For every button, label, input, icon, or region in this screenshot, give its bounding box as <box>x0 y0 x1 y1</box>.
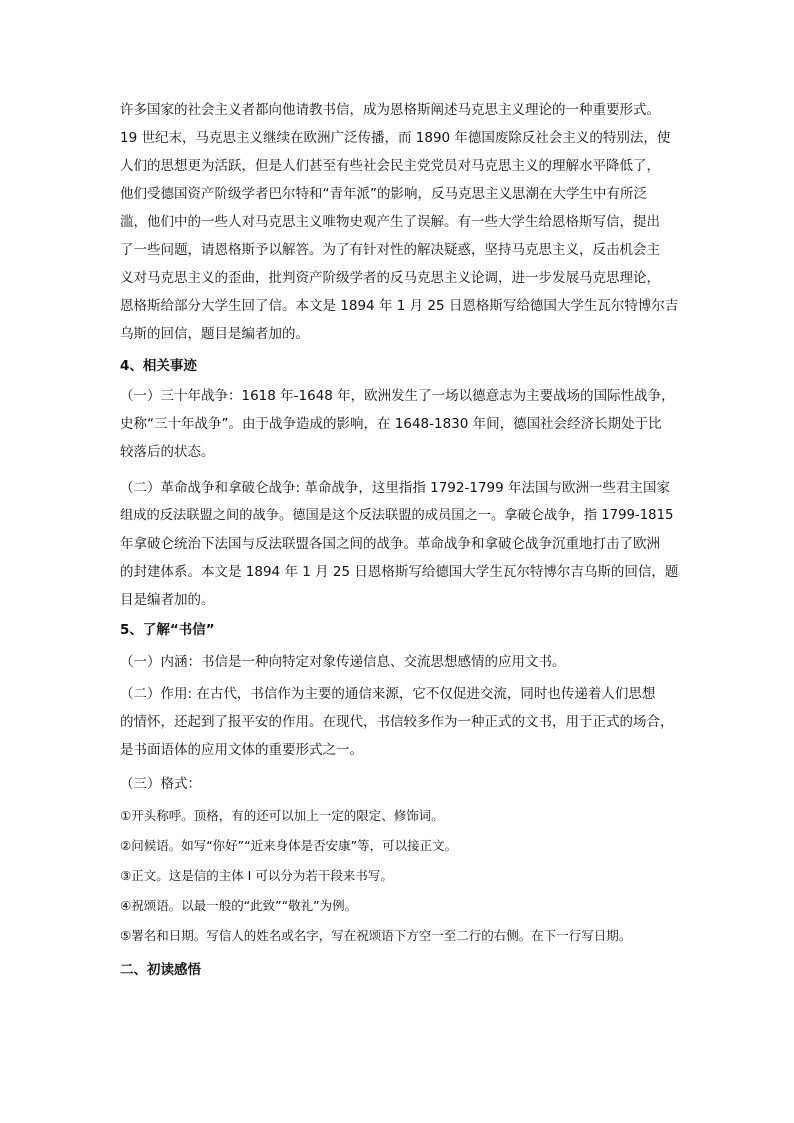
section-heading: 5、了解“书信” <box>120 622 215 638</box>
list-item: ②问候语。如写“你好”“近来身体是否安康”等，可以接正文。 <box>120 838 458 853</box>
text-line: （二）作用: 在古代，书信作为主要的通信来源，它不仅促进交流，同时也传递着人们思想 <box>120 686 656 702</box>
text-line: 了一些问题，请恩格斯予以解答。为了有针对性的解决疑惑，坚持马克思主义，反击机会主 <box>120 242 660 258</box>
text-line: 滥，他们中的一些人对马克思主义唯物史观产生了误解。有一些大学生给恩格斯写信，提出 <box>120 214 660 230</box>
text-line: 恩格斯给部分大学生回了信。本文是 1894 年 1 月 25 日恩格斯写给德国大学生瓦尔特博尔吉 <box>120 298 679 314</box>
text-line: 的封建体系。本文是 1894 年 1 月 25 日恩格斯写给德国大学生瓦尔特博尔吉乌斯的回信，题 <box>120 564 679 580</box>
section-heading: 4、相关事迹 <box>120 358 197 374</box>
text-line: （二）革命战争和拿破仑战争: 革命战争，这里指指 1792-1799 年法国与欧洲一些君主国家 <box>120 480 671 496</box>
text-line: 较落后的状态。 <box>120 444 215 460</box>
text-line: （一）内涵：书信是一种向特定对象传递信息、交流思想感情的应用文书。 <box>120 654 566 670</box>
list-item: ④祝颂语。以最一般的“此致”“敬礼”为例。 <box>120 898 358 913</box>
text-line: 他们受德国资产阶级学者巴尔特和“青年派”的影响，反马克思主义思潮在大学生中有所泛 <box>120 186 647 202</box>
text-line: 人们的思想更为活跃，但是人们甚至有些社会民主党党员对马克思主义的理解水平降低了， <box>120 158 660 174</box>
text-line: 乌斯的回信，题目是编者加的。 <box>120 326 309 342</box>
text-line: 史称“三十年战争”。由于战争造成的影响，在 1648-1830 年间，德国社会经济长期处于比 <box>120 416 662 432</box>
text-line: 义对马克思主义的歪曲，批判资产阶级学者的反马克思主义论调，进一步发展马克思理论， <box>120 270 660 286</box>
text-line: （一）三十年战争：1618 年-1648 年，欧洲发生了一场以德意志为主要战场的国际性战争， <box>120 388 675 404</box>
list-item: ①开头称呼。顶格，有的还可以加上一定的限定、修饰词。 <box>120 808 444 823</box>
text-line: 组成的反法联盟之间的战争。德国是这个反法联盟的成员国之一。拿破仑战争，指 1799-1815 <box>120 508 674 523</box>
text-line: 许多国家的社会主义者都向他请教书信，成为恩格斯阐述马克思主义理论的一种重要形式。 <box>120 102 660 118</box>
text-line: （三）格式： <box>120 776 201 792</box>
text-line: 目是编者加的。 <box>120 592 215 608</box>
text-line: 19 世纪末，马克思主义继续在欧洲广泛传播，而 1890 年德国废除反社会主义的特别法，使 <box>120 130 671 146</box>
section-heading: 二、初读感悟 <box>120 962 201 978</box>
list-item: ⑤署名和日期。写信人的姓名或名字，写在祝颂语下方空一至二行的右侧。在下一行写日期。 <box>120 928 632 943</box>
text-line: 年拿破仑统治下法国与反法联盟各国之间的战争。革命战争和拿破仑战争沉重地打击了欧洲 <box>120 536 660 552</box>
text-line: 的情怀，还起到了报平安的作用。在现代，书信较多作为一种正式的文书，用于正式的场合， <box>120 714 674 730</box>
list-item: ③正文。这是信的主体 I 可以分为若干段来书写。 <box>120 868 393 883</box>
text-line: 是书面语体的应用文体的重要形式之一。 <box>120 742 363 758</box>
